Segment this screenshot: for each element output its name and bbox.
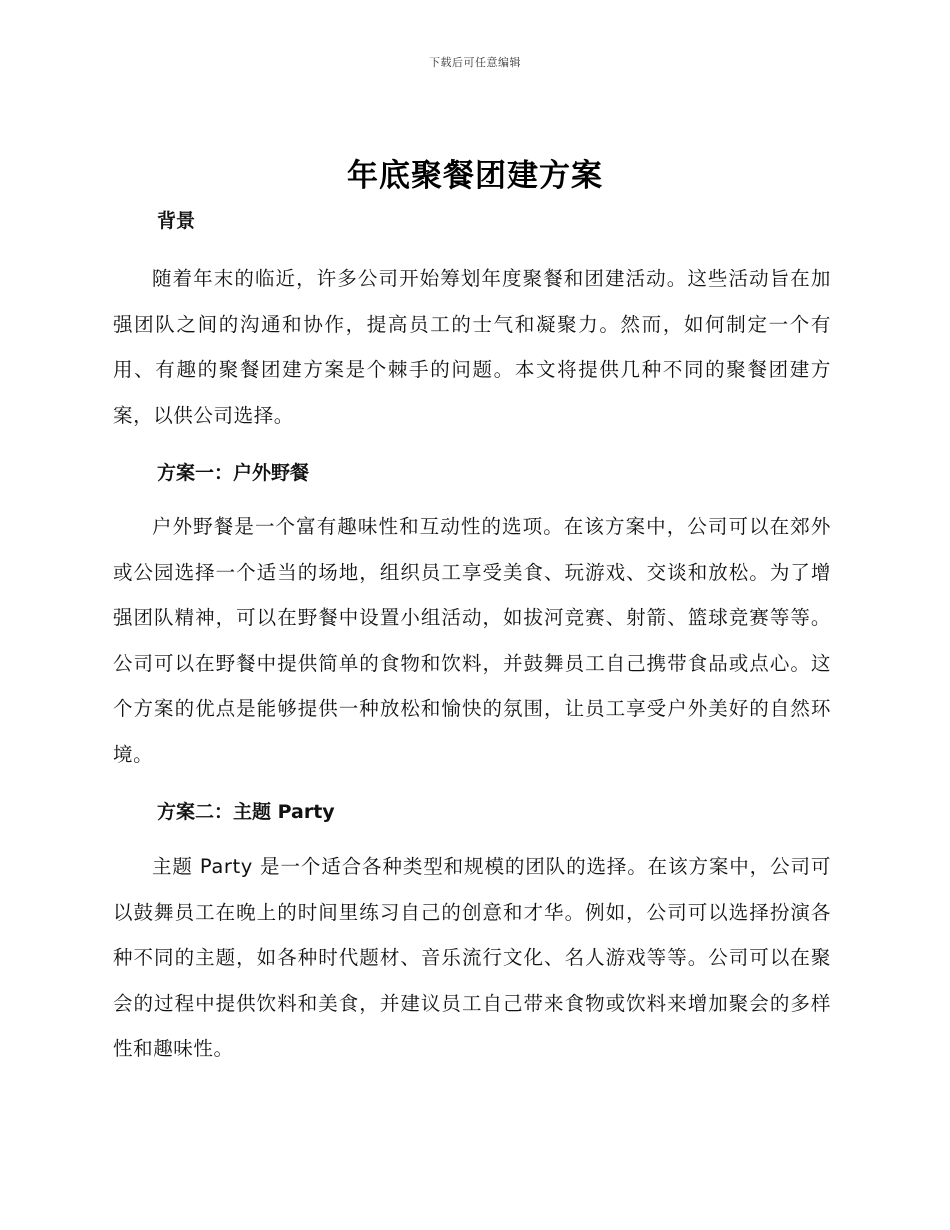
document-title: 年底聚餐团建方案	[347, 158, 603, 194]
section-paragraph-plan-one: 户外野餐是一个富有趣味性和互动性的选项。在该方案中，公司可以在郊外或公园选择一个适当的场地，组织员工享受美食、玩游戏、交谈和放松。为了增强团队精神，可以在野餐中设置小组活动，如拔河竞赛、射箭、篮球竞赛等等。公司可以在野餐中提供简单的食物和饮料，并鼓舞员工自己携带食品或点心。这个方案的优点是能够提供一种放松和愉快的氛围，让员工享受户外美好的自然环境。	[113, 515, 831, 766]
header-note: 下载后可任意编辑	[429, 56, 521, 69]
section-heading-background: 背景	[157, 210, 196, 232]
section-heading-plan-one: 方案一：户外野餐	[157, 462, 310, 484]
section-paragraph-plan-two: 主题 Party 是一个适合各种类型和规模的团队的选择。在该方案中，公司可以鼓舞员工在晚上的时间里练习自己的创意和才华。例如，公司可以选择扮演各种不同的主题，如各种时代题材、音乐流行文化、名人游戏等等。公司可以在聚会的过程中提供饮料和美食，并建议员工自己带来食物或饮料来增加聚会的多样性和趣味性。	[113, 855, 831, 1060]
section-heading-plan-two: 方案二：主题 Party	[157, 801, 335, 823]
section-paragraph-background: 随着年末的临近，许多公司开始筹划年度聚餐和团建活动。这些活动旨在加强团队之间的沟通和协作，提高员工的士气和凝聚力。然而，如何制定一个有用、有趣的聚餐团建方案是个棘手的问题。本文将提供几种不同的聚餐团建方案，以供公司选择。	[113, 267, 831, 427]
